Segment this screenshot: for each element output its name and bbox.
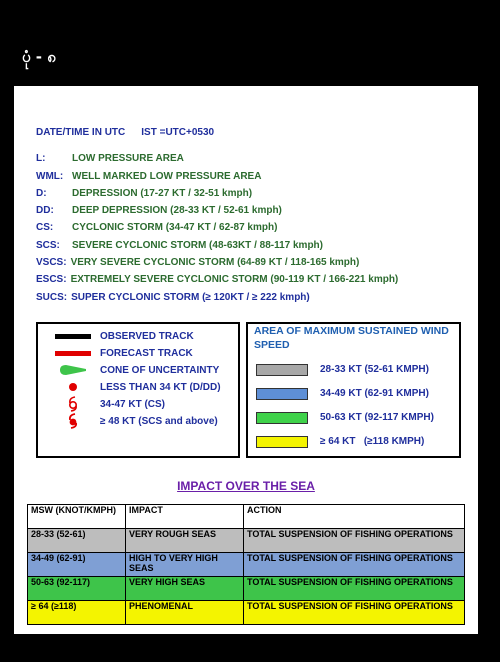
code: SCS:	[36, 239, 60, 251]
datetime-label: DATE/TIME IN UTC	[36, 127, 126, 138]
code-desc: EXTREMELY SEVERE CYCLONIC STORM (90-119 KT / 166-221 kmph)	[70, 274, 399, 286]
wind-swatch-blue	[256, 388, 308, 400]
table-row	[28, 553, 465, 577]
code: WML:	[36, 170, 64, 182]
code-row-dd	[36, 202, 466, 219]
code-desc: VERY SEVERE CYCLONIC STORM (64-89 KT / 118-165 kmph)	[70, 257, 360, 269]
msw-cell: ≥ 64 (≥118)	[28, 601, 126, 625]
table-header-row	[28, 505, 465, 529]
code-row-scs	[36, 237, 466, 254]
wind-speed-legend-box	[246, 322, 461, 458]
wind-label: ≥ 64 KT (≥118 KMPH)	[320, 436, 425, 447]
action-cell: TOTAL SUSPENSION OF FISHING OPERATIONS	[244, 529, 465, 553]
cone-of-uncertainty-icon	[58, 364, 88, 376]
wind-label: 34-49 KT (62-91 KMPH)	[320, 388, 429, 399]
track-legend-box	[36, 322, 240, 458]
impact-cell: PHENOMENAL	[126, 601, 244, 625]
datetime-header	[36, 124, 466, 141]
code-row-escs	[36, 271, 466, 288]
track-label: ≥ 48 KT (SCS and above)	[100, 415, 218, 427]
wind-label: 28-33 KT (52-61 KMPH)	[320, 364, 429, 375]
impact-table	[27, 504, 465, 625]
ist-label: IST =UTC+0530	[141, 127, 215, 138]
code-row-d	[36, 185, 466, 202]
track-label: 34-47 KT (CS)	[100, 398, 166, 410]
wind-swatch-green	[256, 412, 308, 424]
code: L:	[36, 153, 46, 165]
action-cell: TOTAL SUSPENSION OF FISHING OPERATIONS	[244, 577, 465, 601]
code-desc: LOW PRESSURE AREA	[72, 153, 184, 165]
red-dot-icon	[69, 383, 77, 391]
code: DD:	[36, 205, 54, 217]
code: D:	[36, 187, 47, 199]
code-row-l	[36, 150, 466, 167]
code-desc: WELL MARKED LOW PRESSURE AREA	[72, 170, 262, 182]
forecast-track-icon	[55, 351, 91, 356]
code: VSCS:	[36, 257, 67, 269]
table-row	[28, 577, 465, 601]
wind-label: 50-63 KT (92-117 KMPH)	[320, 412, 434, 423]
definitions-list	[36, 124, 466, 306]
wind-swatch-yellow	[256, 436, 308, 448]
code-desc: SEVERE CYCLONIC STORM (48-63KT / 88-117 kmph)	[72, 239, 323, 251]
track-label: CONE OF UNCERTAINTY	[100, 364, 220, 376]
code: ESCS:	[36, 274, 67, 286]
cyclone-outline-icon	[67, 396, 79, 412]
wind-swatch-gray	[256, 364, 308, 376]
impact-title: IMPACT OVER THE SEA	[177, 479, 315, 493]
msw-cell: 28-33 (52-61)	[28, 529, 126, 553]
track-label: OBSERVED TRACK	[100, 330, 194, 342]
code-desc: SUPER CYCLONIC STORM (≥ 120KT / ≥ 222 kmph)	[71, 291, 310, 303]
page-label: ပုံ - ၈	[22, 48, 56, 66]
table-row	[28, 529, 465, 553]
code: SUCS:	[36, 291, 68, 303]
wind-legend-title: AREA OF MAXIMUM SUSTAINED WIND SPEED	[254, 325, 449, 351]
msw-cell: 50-63 (92-117)	[28, 577, 126, 601]
code-desc: CYCLONIC STORM (34-47 KT / 62-87 kmph)	[72, 222, 278, 234]
impact-cell: VERY ROUGH SEAS	[126, 529, 244, 553]
code-desc: DEPRESSION (17-27 KT / 32-51 kmph)	[72, 187, 253, 199]
track-label: FORECAST TRACK	[100, 347, 193, 359]
header-action: ACTION	[244, 505, 465, 529]
header-impact: IMPACT	[126, 505, 244, 529]
code-row-sucs	[36, 289, 466, 306]
code: CS:	[36, 222, 54, 234]
impact-cell: VERY HIGH SEAS	[126, 577, 244, 601]
observed-track-icon	[55, 334, 91, 339]
code-row-vscs	[36, 254, 466, 271]
cyclone-filled-icon	[67, 413, 79, 429]
action-cell: TOTAL SUSPENSION OF FISHING OPERATIONS	[244, 601, 465, 625]
table-row	[28, 601, 465, 625]
legend-sheet	[14, 86, 478, 634]
impact-cell: HIGH TO VERY HIGH SEAS	[126, 553, 244, 577]
code-desc: DEEP DEPRESSION (28-33 KT / 52-61 kmph)	[72, 205, 282, 217]
code-row-cs	[36, 219, 466, 236]
code-row-wml	[36, 168, 466, 185]
msw-cell: 34-49 (62-91)	[28, 553, 126, 577]
header-msw: MSW (KNOT/KMPH)	[28, 505, 126, 529]
action-cell: TOTAL SUSPENSION OF FISHING OPERATIONS	[244, 553, 465, 577]
track-label: LESS THAN 34 KT (D/DD)	[100, 381, 221, 393]
